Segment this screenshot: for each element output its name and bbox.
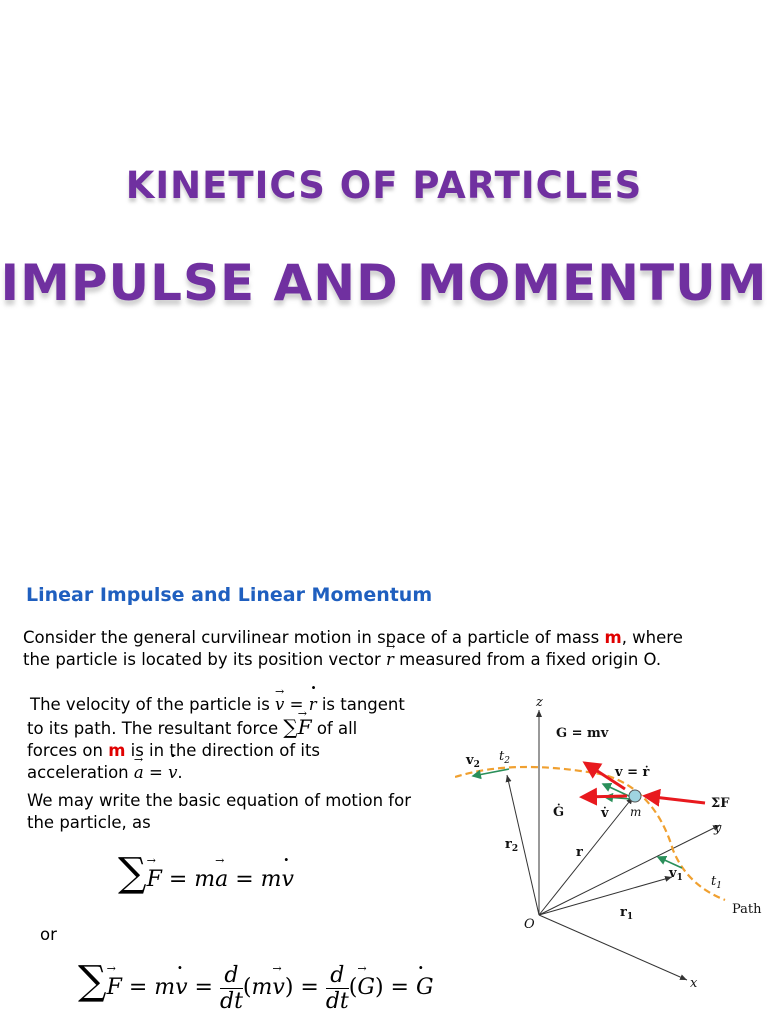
intro-text-2: , where [621,628,683,647]
velocity-text-5: forces on [27,741,109,760]
particle-motion-diagram [455,690,768,1000]
v1-label: $v_1$ [669,866,683,883]
position-vector-symbol: → r [386,649,394,671]
v2-label: $v_2$ [466,753,480,770]
impulse-equation: ∑→ F = m· v = $\frac{d}{dt}$ (m→ v) = $\frac{d}{dt}$ (→ G) = · G [78,958,434,1014]
title-kinetics: KINETICS OF PARTICLES [125,164,643,207]
v-eq-label: v = ṙ [615,765,650,780]
velocity-text-9: We may write the basic equation of motion for [27,791,411,810]
y-axis [539,825,720,915]
velocity-paragraph [27,694,460,834]
x-axis [539,915,687,980]
path-curve [455,767,725,900]
intro-paragraph [23,627,763,671]
r-label: r [576,845,583,860]
velocity-text-1: The velocity of the particle is [30,695,276,714]
velocity-text-6: is in the direction of its [125,741,321,760]
or-label: or [40,925,57,944]
title-impulse-momentum: IMPULSE AND MOMENTUM [0,254,768,312]
intro-text-4: measured from a fixed origin O. [393,650,662,669]
r1-vector [539,877,672,915]
sum-force-symbol: ∑→ F [283,715,311,739]
equation-of-motion: ∑→ F = m→ a = m· v [118,850,294,896]
velocity-text-10: the particle, as [27,813,151,832]
intro-text-1: Consider the general curvilinear motion in space of a particle of mass [23,628,605,647]
sumF-arrow [645,796,705,803]
G-eq-label: G = mv [556,726,609,741]
Gdot-arrow [582,796,627,797]
vdot-label: v̇ [601,806,609,821]
Gdot-label: Ġ [553,805,565,820]
m-label: m [630,805,642,819]
intro-text-3: the particle is located by its position vector [23,650,386,669]
velocity-text-4: of all [316,719,358,738]
mass-symbol: m [604,628,622,647]
x-label: x [690,976,698,991]
y-label: y [714,821,722,836]
sumF-label: ΣF [711,796,730,811]
r2-label: $r_2$ [505,837,519,854]
velocity-text-3: to its path. The resultant force [27,719,284,738]
origin-label: O [524,917,535,932]
velocity-equation: → v = · r [275,695,317,714]
t2-label: $t_2$ [499,749,510,766]
section-heading: Linear Impulse and Linear Momentum [26,584,433,606]
path-label: Path [732,902,762,917]
mass-symbol-2: m [108,741,126,760]
acceleration-equation: → a = · v [134,763,178,782]
r1-label: $r_1$ [620,905,634,922]
velocity-text-2: is tangent [316,695,405,714]
t1-label: $t_1$ [711,874,722,891]
velocity-text-7: acceleration [27,763,134,782]
particle [629,790,641,802]
z-label: z [536,695,543,710]
velocity-text-8: . [177,763,183,782]
